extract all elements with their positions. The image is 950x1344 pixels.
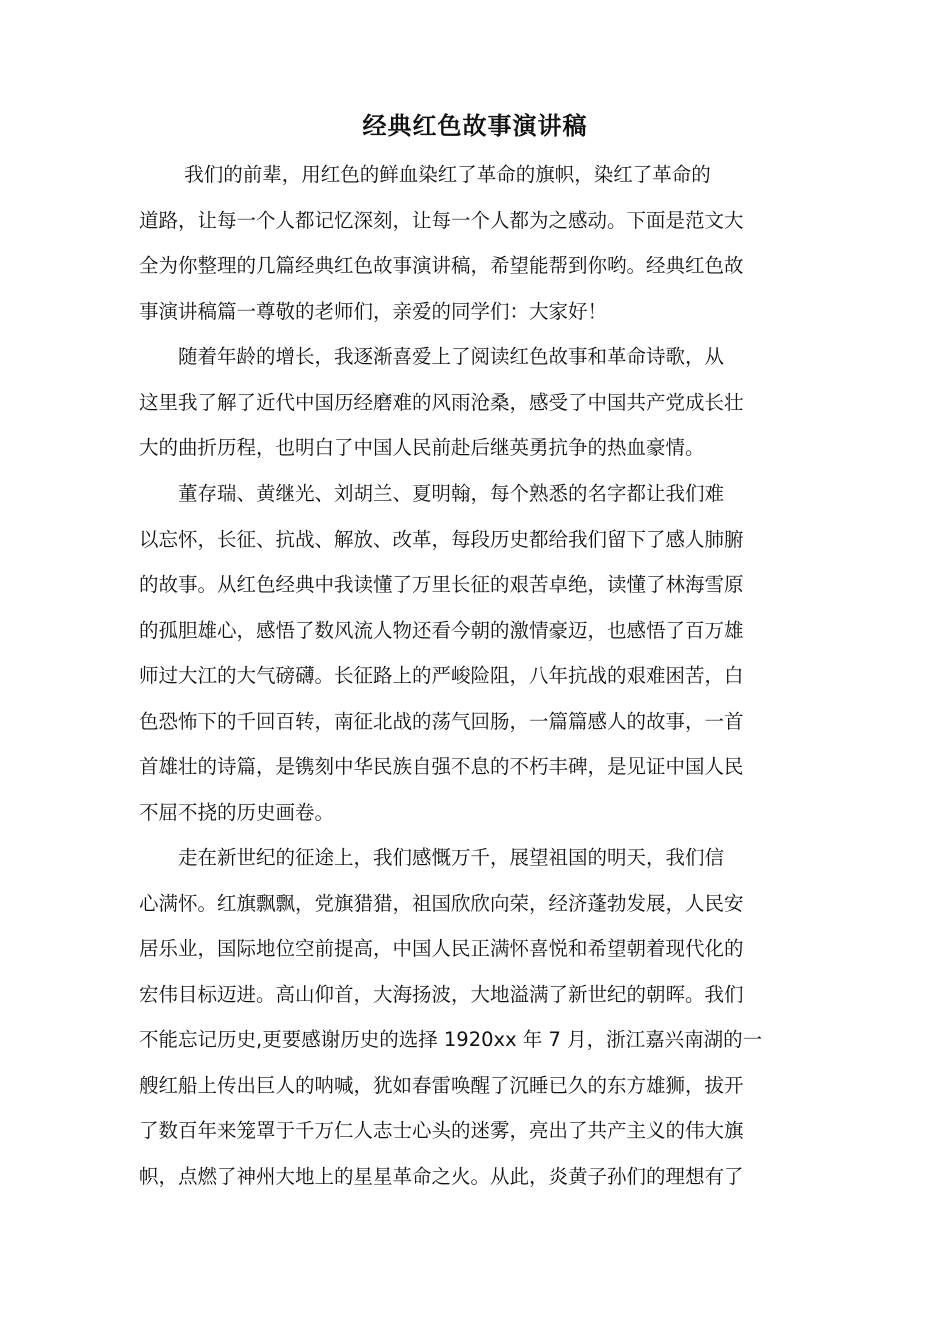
paragraph-line: 不能忘记历史,更要感谢历史的选择 1920xx 年 7 月，浙江嘉兴南湖的一: [139, 1028, 763, 1051]
paragraph-line: 以忘怀，长征、抗战、解放、改革，每段历史都给我们留下了感人肺腑: [139, 527, 744, 551]
paragraph-line: 心满怀。红旗飘飘，党旗猎猎，祖国欣欣向荣，经济蓬勃发展，人民安: [139, 891, 744, 915]
paragraph-line: 我们的前辈，用红色的鲜血染红了革命的旗帜，染红了革命的: [139, 163, 711, 186]
paragraph-line: 帜，点燃了神州大地上的星星革命之火。从此，炎黄子孙们的理想有了: [139, 1164, 744, 1188]
paragraph-line: 艘红船上传出巨人的呐喊，犹如春雷唤醒了沉睡已久的东方雄狮，拔开: [139, 1073, 744, 1097]
paragraph-line: 居乐业，国际地位空前提高，中国人民正满怀喜悦和希望朝着现代化的: [139, 937, 744, 960]
paragraph-line: 全为你整理的几篇经典红色故事演讲稿，希望能帮到你哟。经典红色故: [139, 254, 744, 277]
paragraph-line: 这里我了解了近代中国历经磨难的风雨沧桑，感受了中国共产党成长壮: [139, 390, 744, 414]
paragraph-2: [139, 334, 819, 471]
paragraph-line: 走在新世纪的征途上，我们感慨万千，展望祖国的明天，我们信: [139, 846, 725, 869]
paragraph-line: 不屈不挠的历史画卷。: [139, 800, 335, 824]
paragraph-line: 事演讲稿篇一尊敬的老师们，亲爱的同学们：大家好！: [139, 299, 608, 323]
document-title: 经典红色故事演讲稿: [362, 112, 588, 140]
paragraph-line: 的故事。从红色经典中我读懂了万里长征的艰苦卓绝，读懂了林海雪原: [139, 573, 744, 596]
paragraph-1: [139, 152, 819, 334]
paragraph-line: 师过大江的大气磅礴。长征路上的严峻险阻，八年抗战的艰难困苦，白: [139, 664, 744, 687]
paragraph-line: 随着年龄的增长，我逐渐喜爱上了阅读红色故事和革命诗歌，从: [139, 345, 725, 368]
paragraph-4: [139, 835, 819, 1199]
paragraph-3: [139, 471, 819, 835]
paragraph-line: 道路，让每一个人都记忆深刻，让每一个人都为之感动。下面是范文大: [139, 208, 744, 232]
paragraph-line: 色恐怖下的千回百转，南征北战的荡气回肠，一篇篇感人的故事，一首: [139, 709, 744, 733]
paragraph-line: 董存瑞、黄继光、刘胡兰、夏明翰，每个熟悉的名字都让我们难: [139, 482, 725, 505]
paragraph-line: 宏伟目标迈进。高山仰首，大海扬波，大地溢满了新世纪的朝晖。我们: [139, 982, 744, 1006]
paragraph-line: 首雄壮的诗篇，是镌刻中华民族自强不息的不朽丰碑，是见证中国人民: [139, 755, 744, 778]
paragraph-line: 了数百年来笼罩于千万仁人志士心头的迷雾，亮出了共产主义的伟大旗: [139, 1119, 744, 1142]
paragraph-line: 的孤胆雄心，感悟了数风流人物还看今朝的激情豪迈，也感悟了百万雄: [139, 618, 744, 642]
paragraph-line: 大的曲折历程，也明白了中国人民前赴后继英勇抗争的热血豪情。: [139, 436, 705, 459]
